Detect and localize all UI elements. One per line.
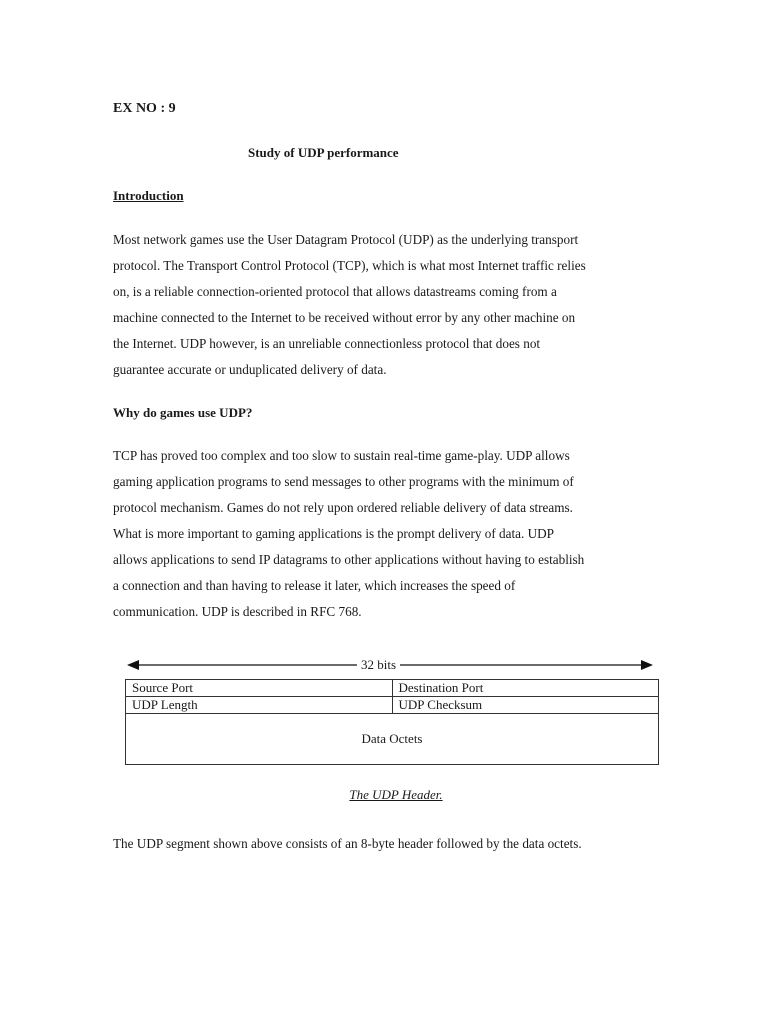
exercise-number: EX NO : 9 <box>113 101 176 116</box>
bit-width-label: 32 bits <box>357 657 400 673</box>
paragraph-line: on, is a reliable connection-oriented protocol that allows datastreams coming from a <box>113 284 557 299</box>
width-arrow <box>125 655 661 675</box>
paragraph-line: protocol mechanism. Games do not rely upon ordered reliable delivery of data streams. <box>113 500 573 515</box>
paragraph-line: the Internet. UDP however, is an unreliable connectionless protocol that does not <box>113 336 541 351</box>
paragraph-line: allows applications to send IP datagrams to other applications without having to establish <box>113 552 585 567</box>
table-row <box>126 680 659 697</box>
paragraph-line: communication. UDP is described in RFC 768. <box>113 604 362 619</box>
document-title: Study of UDP performance <box>248 145 399 160</box>
table-row <box>126 714 659 765</box>
paragraph-line: What is more important to gaming applications is the prompt delivery of data. UDP <box>113 526 554 541</box>
paragraph-line: Most network games use the User Datagram Protocol (UDP) as the underlying transport <box>113 232 579 247</box>
udp-length-cell: UDP Length <box>126 697 393 714</box>
data-octets-cell: Data Octets <box>126 714 659 765</box>
paragraph-line: a connection and than having to release it later, which increases the speed of <box>113 578 516 593</box>
section-heading-why-udp: Why do games use UDP? <box>113 405 253 420</box>
paragraph-line: gaming application programs to send messages to other programs with the minimum of <box>113 474 574 489</box>
section-heading-introduction: Introduction <box>113 188 184 203</box>
diagram-caption: The UDP Header. <box>349 787 443 802</box>
udp-header-table <box>125 679 659 765</box>
why-udp-paragraph <box>113 443 658 625</box>
udp-checksum-cell: UDP Checksum <box>392 697 659 714</box>
paragraph-line: TCP has proved too complex and too slow to sustain real-time game-play. UDP allows <box>113 448 570 463</box>
destination-port-cell: Destination Port <box>392 680 659 697</box>
paragraph-line: guarantee accurate or unduplicated delivery of data. <box>113 362 387 377</box>
introduction-paragraph <box>113 227 658 383</box>
paragraph-line: machine connected to the Internet to be received without error by any other machine on <box>113 310 576 325</box>
udp-header-diagram <box>125 655 661 769</box>
source-port-cell: Source Port <box>126 680 393 697</box>
paragraph-line: protocol. The Transport Control Protocol (TCP), which is what most Internet traffic relies <box>113 258 586 273</box>
closing-paragraph: The UDP segment shown above consists of an 8-byte header followed by the data octets. <box>113 836 582 851</box>
table-row <box>126 697 659 714</box>
